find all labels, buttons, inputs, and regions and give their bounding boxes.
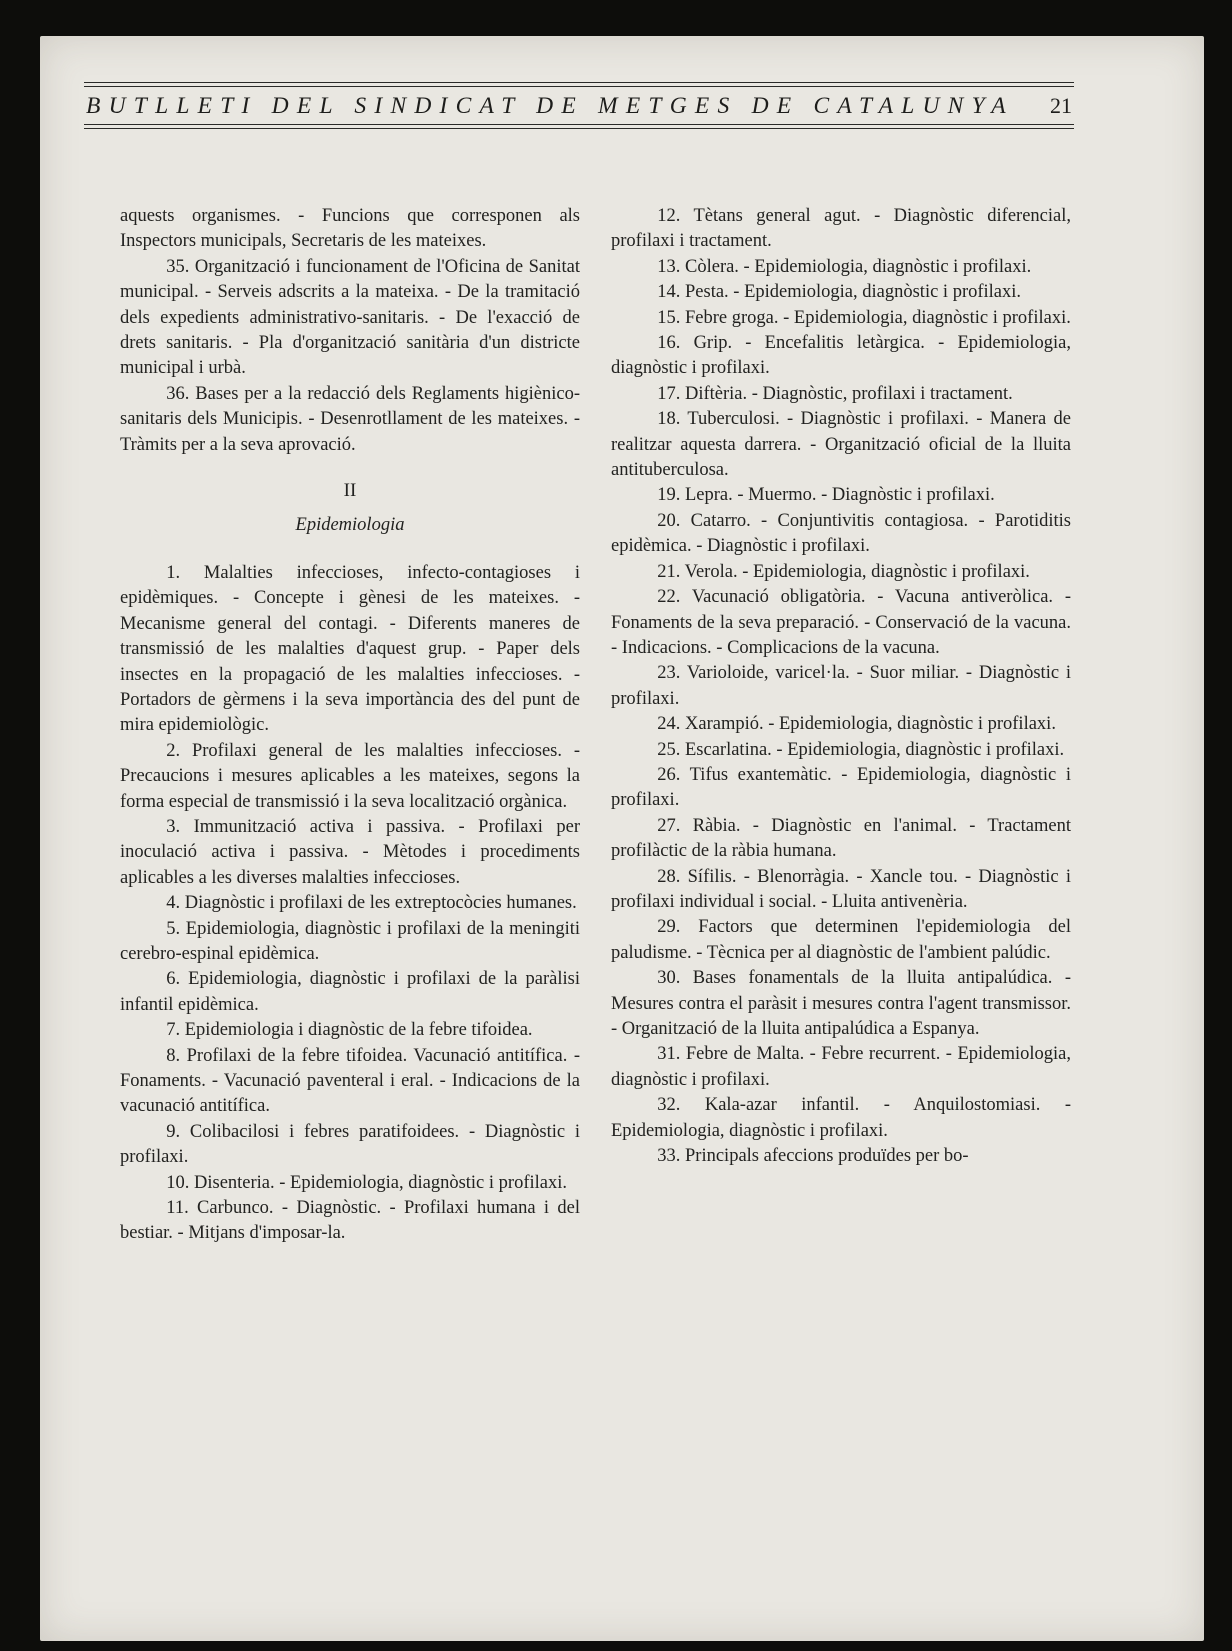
list-item: 14. Pesta. - Epidemiologia, diagnòstic i profilaxi. <box>657 282 1022 303</box>
section-number: II <box>343 480 357 502</box>
list-item: 2. Profilaxi general de les malalties infeccioses. - Precaucions i mesures aplicables a les mateixes, segons la forma especial de transmissió i la seva localització orgànica. <box>120 740 580 812</box>
list-item: 19. Lepra. - Muermo. - Diagnòstic i profilaxi. <box>657 485 995 506</box>
page-number: 21 <box>1050 93 1072 118</box>
list-item: 20. Catarro. - Conjuntivitis contagiosa. - Parotiditis epidèmica. - Diagnòstic i profilaxi. <box>611 510 1071 557</box>
header-line <box>84 87 1074 124</box>
list-item: 9. Colibacilosi i febres paratifoidees. - Diagnòstic i profilaxi. <box>120 1121 580 1168</box>
list-item: 21. Verola. - Epidemiologia, diagnòstic i profilaxi. <box>657 561 1030 582</box>
list-item: 36. Bases per a la redacció dels Reglaments higiènico-sanitaris dels Municipis. - Desenrotllament de les mateixes. - Tràmits per a la seva aprovació. <box>120 383 580 455</box>
list-item: 18. Tuberculosi. - Diagnòstic i profilaxi. - Manera de realitzar aquesta darrera. - Organització oficial de la lluita antituberculosa. <box>611 409 1071 481</box>
running-header <box>84 82 1074 129</box>
text-columns <box>120 204 1071 1474</box>
header-rule-bottom <box>84 124 1074 129</box>
list-item: 8. Profilaxi de la febre tifoidea. Vacunació antitífica. - Fonaments. - Vacunació paventeral i eral. - Indicacions de la vacunació antitífica. <box>120 1045 580 1117</box>
list-item: 32. Kala-azar infantil. - Anquilostomiasi. - Epidemiologia, diagnòstic i profilaxi. <box>611 1095 1071 1141</box>
list-item: 29. Factors que determinen l'epidemiologia del paludisme. - Tècnica per al diagnòstic de l'ambient palúdic. <box>611 917 1071 963</box>
list-item: 33. Principals afeccions produïdes per bo- <box>657 1146 969 1167</box>
list-item: 4. Diagnòstic i profilaxi de les extreptocòcies humanes. <box>166 893 577 914</box>
list-item: 13. Còlera. - Epidemiologia, diagnòstic i profilaxi. <box>657 256 1032 277</box>
list-item: 10. Disenteria. - Epidemiologia, diagnòstic i profilaxi. <box>166 1172 567 1193</box>
list-item: 11. Carbunco. - Diagnòstic. - Profilaxi humana i del bestiar. - Mitjans d'imposar-la. <box>120 1198 580 1244</box>
paragraph: aquests organismes. - Funcions que corresponen als Inspectors municipals, Secretaris de les mateixes. <box>120 206 580 252</box>
list-item: 6. Epidemiologia, diagnòstic i profilaxi de la paràlisi infantil epidèmica. <box>120 969 580 1015</box>
list-item: 25. Escarlatina. - Epidemiologia, diagnòstic i profilaxi. <box>657 739 1065 760</box>
list-item: 27. Ràbia. - Diagnòstic en l'animal. - Tractament profilàctic de la ràbia humana. <box>611 815 1071 862</box>
list-item: 17. Diftèria. - Diagnòstic, profilaxi i tractament. <box>657 383 1013 404</box>
list-item: 3. Immunització activa i passiva. - Profilaxi per inoculació activa i passiva. - Mètodes i procediments aplicables a les diverses malalties infeccioses. <box>120 816 580 888</box>
list-item: 12. Tètans general agut. - Diagnòstic diferencial, profilaxi i tractament. <box>611 206 1071 252</box>
journal-title: BUTLLETI DEL SINDICAT DE METGES DE CATALUNYA <box>86 93 1014 119</box>
list-item: 26. Tifus exantemàtic. - Epidemiologia, diagnòstic i profilaxi. <box>611 764 1071 811</box>
list-item: 15. Febre groga. - Epidemiologia, diagnòstic i profilaxi. <box>657 307 1071 328</box>
section-title: Epidemiologia <box>295 515 405 536</box>
list-item: 23. Varioloide, varicel·la. - Suor miliar. - Diagnòstic i profilaxi. <box>611 663 1071 709</box>
list-item: 24. Xarampió. - Epidemiologia, diagnòstic i profilaxi. <box>657 714 1056 735</box>
list-item: 30. Bases fonamentals de la lluita antipalúdica. - Mesures contra el paràsit i mesures contra l'agent transmissor. - Organització de la lluita antipalúdica a Espanya. <box>611 968 1071 1039</box>
list-item: 16. Grip. - Encefalitis letàrgica. - Epidemiologia, diagnòstic i profilaxi. <box>611 333 1071 379</box>
right-column <box>611 204 1071 1474</box>
list-item: 31. Febre de Malta. - Febre recurrent. - Epidemiologia, diagnòstic i profilaxi. <box>611 1044 1071 1090</box>
list-item: 1. Malalties infeccioses, infecto-contagioses i epidèmiques. - Concepte i gènesi de les mateixes. - Mecanisme general del contagi. - Diferents maneres de transmissió de les malalties d'aquest grup. - Paper dels insectes en la propagació de les malalties infeccioses. - Portadors de gèrmens i la seva importància des del punt de mira epidemiològic. <box>120 562 580 736</box>
list-item: 28. Sífilis. - Blenorràgia. - Xancle tou. - Diagnòstic i profilaxi individual i social. - Lluita antivenèria. <box>611 866 1071 912</box>
list-item: 5. Epidemiologia, diagnòstic i profilaxi de la meningiti cerebro-espinal epidèmica. <box>120 918 580 964</box>
list-item: 7. Epidemiologia i diagnòstic de la febre tifoidea. <box>166 1020 533 1041</box>
list-item: 35. Organització i funcionament de l'Oficina de Sanitat municipal. - Serveis adscrits a la mateixa. - De la tramitació dels expedients administrativo-sanitaris. - De l'exacció de drets sanitaris. - Pla d'organització sanitària d'un districte municipal i urbà. <box>120 256 580 379</box>
list-item: 22. Vacunació obligatòria. - Vacuna antiveròlica. - Fonaments de la seva preparació. - Conservació de la vacuna. - Indicacions. - Complicacions de la vacuna. <box>611 587 1071 658</box>
left-column <box>120 204 580 1474</box>
